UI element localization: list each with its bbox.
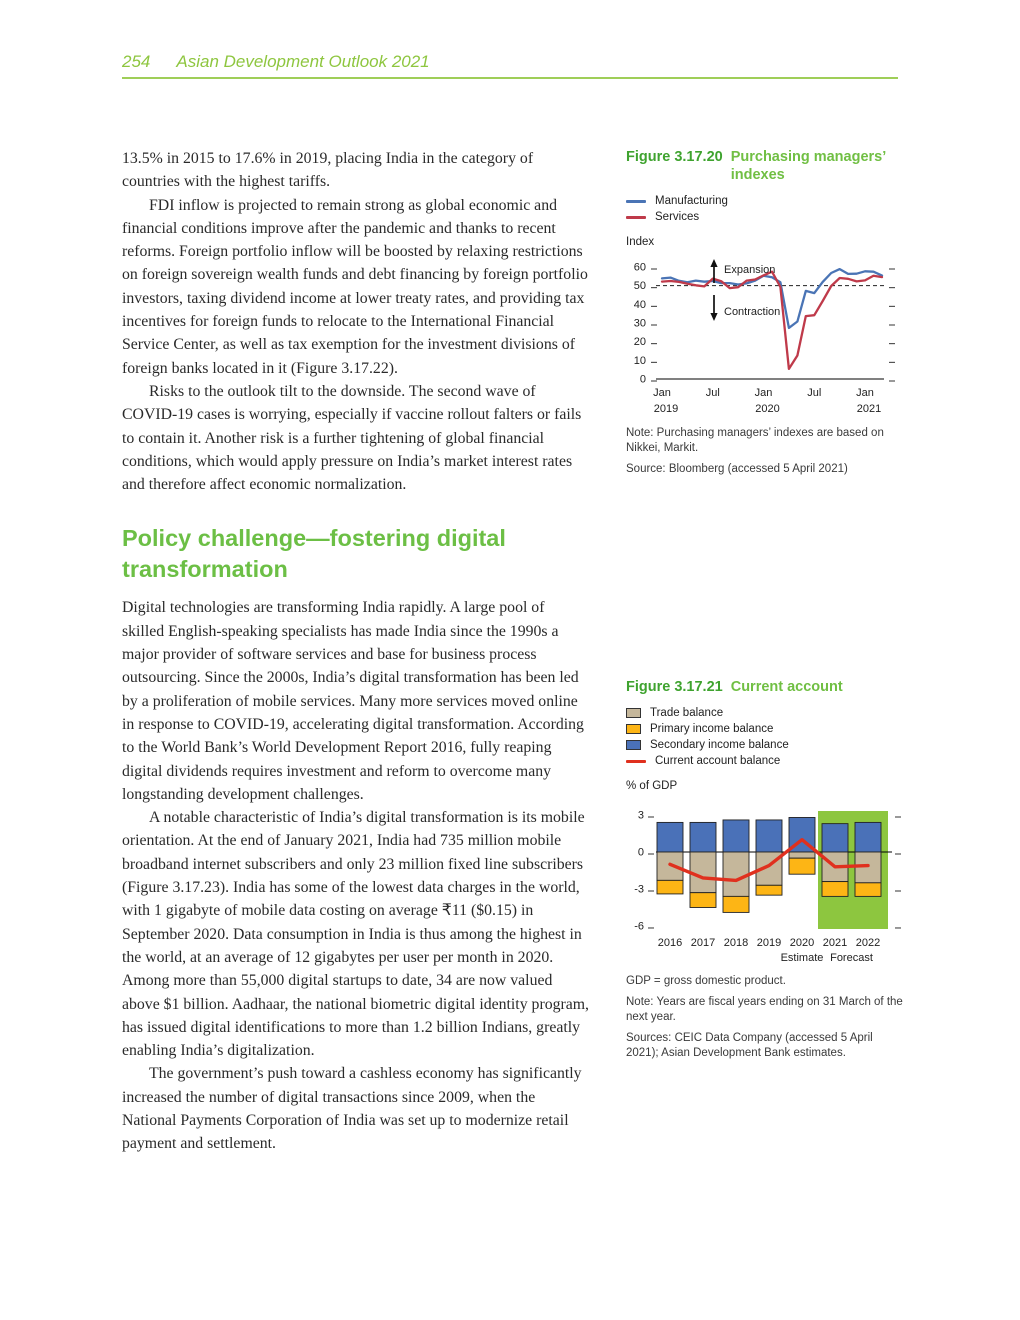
legend-label: Primary income balance (650, 723, 774, 735)
y-axis-unit-label: Index (626, 236, 655, 248)
svg-text:40: 40 (633, 298, 646, 311)
secondary-income-swatch (626, 740, 641, 750)
figure-note: Note: Years are fiscal years ending on 31 March of the next year. (626, 996, 903, 1023)
legend-label: Secondary income balance (650, 739, 789, 751)
body-paragraph: Digital technologies are transforming India rapidly. A large pool of skilled English-speaking specialists has made India since the 1990s a major provider of software services and base for business process outsourcing. Since the 2000s, India’s digital transformation has been led by a proliferation of mobile services. Many more services moved online in response to COVID-19, accelerating digital transformation. According to the World Bank’s World Development Report 2016, fully reaping digital dividends requires investment and reform to overcome many longstanding development challenges. (122, 599, 584, 803)
svg-text:0: 0 (639, 373, 646, 386)
legend-item (626, 737, 906, 753)
figure-caption (626, 148, 906, 184)
svg-text:30: 30 (633, 317, 646, 330)
svg-text:2020: 2020 (789, 937, 815, 949)
svg-text:Jul: Jul (705, 387, 720, 399)
body-paragraph: A notable characteristic of India’s digital transformation is its mobile orientation. At the end of January 2021, India had 735 million mobile broadband internet subscribers and only 23 million fixed line subscribers (Figure 3.17.23). India has some of the lowest data charges in the world, with 1 gigabyte of mobile data costing on average ₹11 ($0.15) in September 2020. Data consumption in India is thus among the highest in the world, at an average of 12 gigabytes per user per month in 2020. Among more than 55,000 digital startups to date, 34 are now valued above $1 billion. Aadhaar, the national biometric digital identity program, has issued digital identifications to more than 1.2 billion Indians, greatly enabling India’s digitalization. (122, 809, 590, 1060)
svg-text:-3: -3 (634, 883, 644, 896)
header-rule (122, 77, 898, 79)
page-number: 254 (122, 52, 151, 71)
svg-text:2017: 2017 (690, 937, 716, 949)
legend-label: Trade balance (650, 707, 724, 719)
figure-source: Source: Bloomberg (accessed 5 April 2021) (626, 463, 848, 475)
svg-text:10: 10 (633, 354, 646, 367)
current-account-line-swatch (626, 760, 646, 763)
svg-text:2019: 2019 (653, 403, 679, 415)
legend-label: Current account balance (655, 755, 781, 767)
figure-label: Figure 3.17.21 (626, 679, 723, 695)
figure-pmi (626, 148, 906, 477)
svg-text:2021: 2021 (822, 937, 848, 949)
figure-title: Purchasing managers’ indexes (730, 149, 886, 183)
trade-balance-swatch (626, 708, 641, 718)
services-line-swatch (626, 216, 646, 219)
figure-sources: Sources: CEIC Data Company (accessed 5 April 2021); Asian Development Bank estimates. (626, 1032, 873, 1059)
svg-text:3: 3 (637, 809, 644, 822)
y-axis-unit-label: % of GDP (626, 780, 678, 792)
book-title: Asian Development Outlook 2021 (176, 52, 430, 71)
legend-label: Manufacturing (655, 195, 728, 207)
legend-item (626, 209, 906, 225)
legend-item (626, 705, 906, 721)
manufacturing-line-swatch (626, 200, 646, 203)
body-paragraph: Risks to the outlook tilt to the downside. The second wave of COVID-19 cases is worrying, especially if vaccine rollout falters or fails to contain it. Another risk is a further tightening of global financial conditions, which would apply pressure on India’s market interest rates and therefore affect economic normalization. (122, 382, 582, 494)
figure-label: Figure 3.17.20 (626, 149, 723, 165)
svg-text:Expansion: Expansion (724, 264, 776, 276)
svg-text:Forecast: Forecast (830, 952, 873, 964)
svg-text:60: 60 (633, 261, 646, 274)
page-header (122, 52, 898, 72)
current-account-bar-chart (626, 795, 904, 967)
body-paragraph: 13.5% in 2015 to 17.6% in 2019, placing India in the category of countries with the highest tariffs. (122, 150, 534, 191)
pmi-line-chart (626, 251, 904, 419)
body-text-column (122, 147, 589, 1156)
svg-text:-6: -6 (634, 920, 644, 933)
figure-title: Current account (730, 679, 843, 695)
legend (626, 705, 906, 769)
figure-current-account (626, 678, 906, 1061)
legend-item (626, 193, 906, 209)
svg-text:Contraction: Contraction (724, 306, 781, 318)
svg-text:2020: 2020 (755, 403, 780, 415)
primary-income-swatch (626, 724, 641, 734)
legend-item (626, 753, 906, 769)
legend (626, 193, 906, 225)
svg-text:Jan: Jan (754, 387, 773, 399)
svg-text:20: 20 (633, 336, 646, 349)
body-paragraph: The government’s push toward a cashless economy has significantly increased the number of digital transactions since 2009, when the National Payments Corporation of India was set up to modernize retail payment and settlement. (122, 1065, 582, 1153)
svg-text:2021: 2021 (856, 403, 882, 415)
svg-text:2016: 2016 (657, 937, 683, 949)
svg-text:Jan: Jan (653, 387, 671, 399)
svg-text:Jan: Jan (856, 387, 874, 399)
svg-text:2019: 2019 (756, 937, 782, 949)
figure-note: Note: Purchasing managers’ indexes are based on Nikkei, Markit. (626, 427, 884, 454)
svg-text:Estimate: Estimate (780, 952, 824, 964)
body-paragraph: FDI inflow is projected to remain strong as global economic and financial conditions improve after the pandemic and thanks to recent reforms. Foreign portfolio inflow will be boosted by relaxing restrictions on foreign sovereign wealth funds and debt financing by foreign portfolio investors, taxing dividend income at lower treaty rates, and providing tax incentives for foreign funds to relocate to the International Financial Service Center, as well as tax exemption for the investment divisions of foreign banks located in it (Figure 3.17.22). (122, 196, 588, 377)
svg-text:50: 50 (633, 280, 646, 293)
legend-item (626, 721, 906, 737)
section-heading: Policy challenge—fostering digital transformation (122, 525, 506, 583)
legend-label: Services (655, 211, 700, 223)
figure-caption (626, 678, 906, 696)
svg-text:2022: 2022 (855, 937, 881, 949)
gdp-definition: GDP = gross domestic product. (626, 975, 786, 987)
svg-text:Jul: Jul (807, 387, 822, 399)
svg-text:2018: 2018 (723, 937, 749, 949)
svg-text:0: 0 (637, 846, 644, 859)
